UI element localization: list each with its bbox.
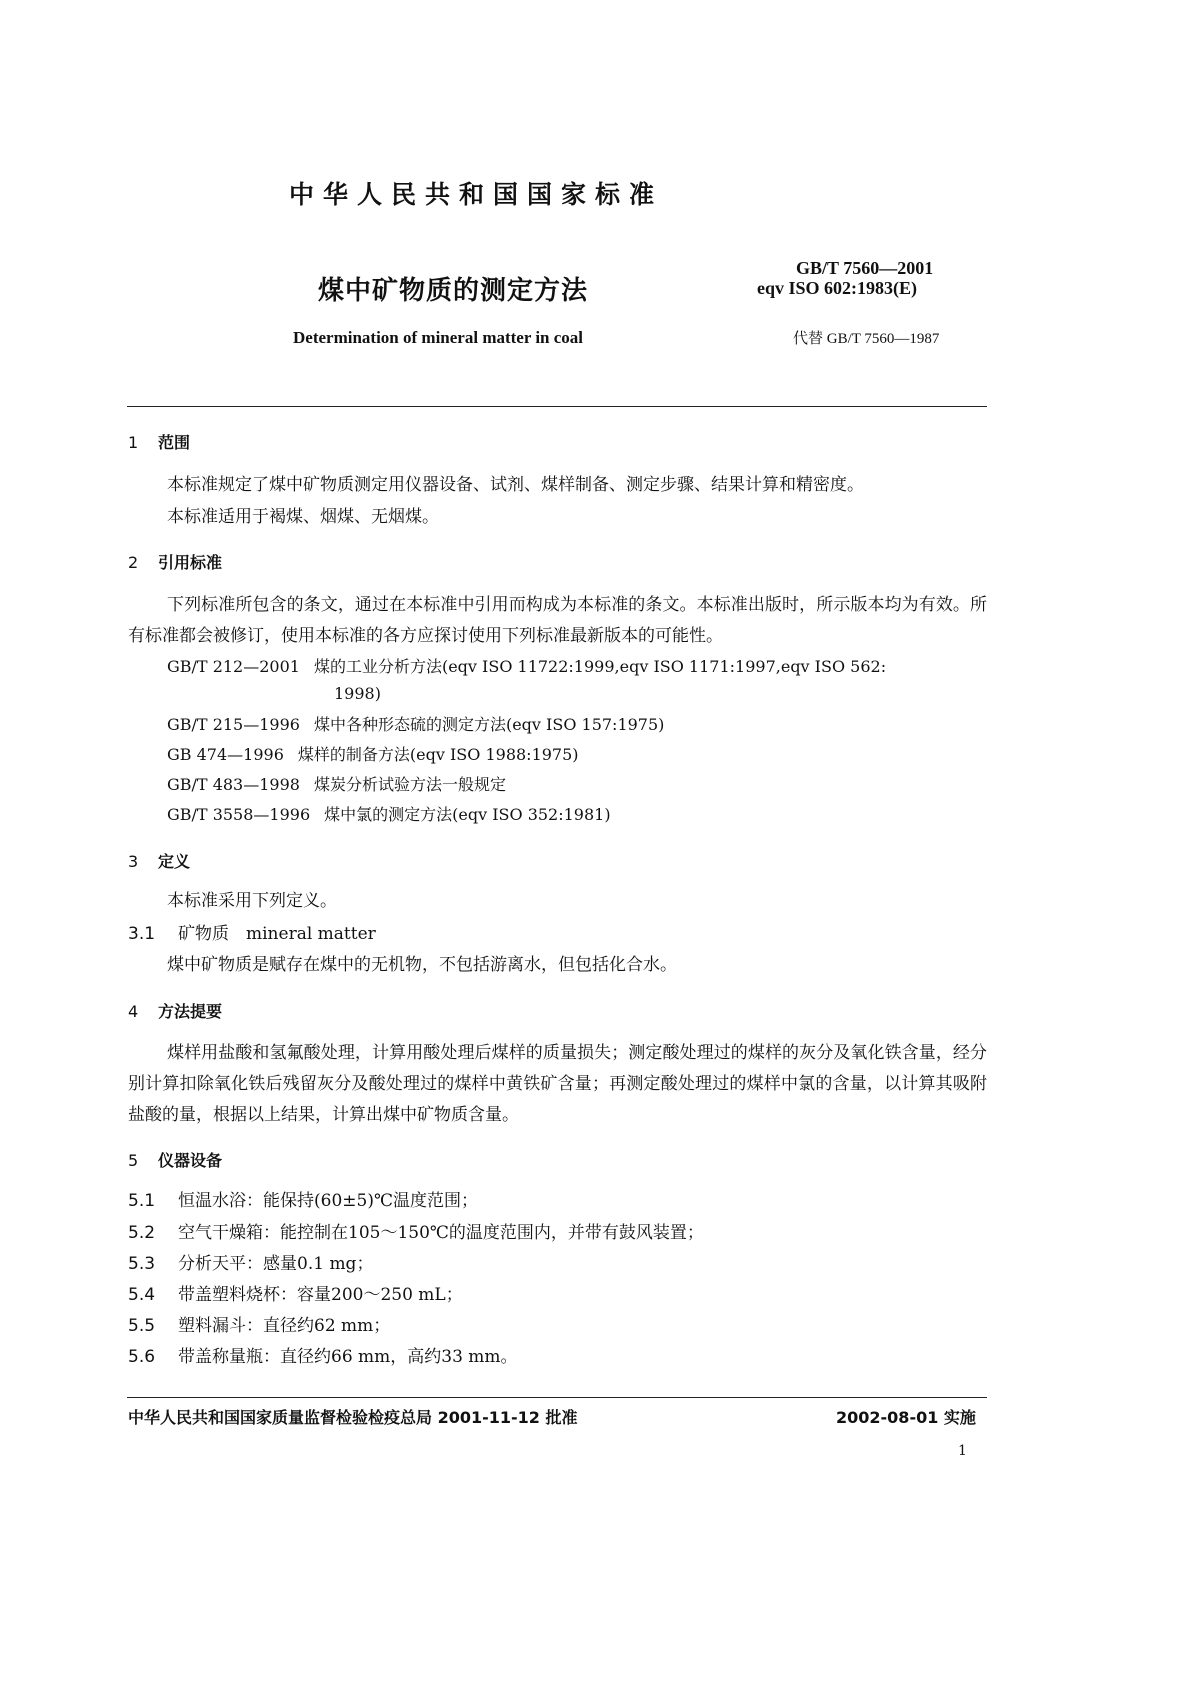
reference-title: 煤中各种形态硫的测定方法(eqv ISO 157:1975) xyxy=(313,715,665,734)
approval-authority: 中华人民共和国国家质量监督检验检疫总局 2001-11-12 批准 xyxy=(128,1408,578,1427)
reference-code: GB/T 3558—1996 xyxy=(167,805,311,824)
footer-divider xyxy=(127,1397,987,1398)
section-number: 2 xyxy=(128,553,139,572)
item-number: 5.6 xyxy=(128,1347,156,1367)
reference-title: 煤中氯的测定方法(eqv ISO 352:1981) xyxy=(324,805,611,824)
reference-item xyxy=(167,800,611,829)
item-text: 空气干燥箱：能控制在105～150℃的温度范围内，并带有鼓风装置； xyxy=(178,1223,704,1243)
reference-title: 煤炭分析试验方法一般规定 xyxy=(313,775,506,794)
section-number: 4 xyxy=(128,1002,139,1021)
section-number: 5 xyxy=(128,1151,139,1170)
reference-item xyxy=(167,710,664,739)
reference-code: GB/T 483—1998 xyxy=(167,775,300,794)
section-number: 1 xyxy=(128,433,139,452)
section-4-paragraph: 煤样用盐酸和氢氟酸处理，计算用酸处理后煤样的质量损失；测定酸处理过的煤样的灰分及氧化铁含量，经分别计算扣除氧化铁后残留灰分及酸处理过的煤样中黄铁矿含量；再测定酸处理过的煤样中氯的含量，以计算其吸附盐酸的量，根据以上结果，计算出煤中矿物质含量。 xyxy=(128,1043,987,1125)
reference-item xyxy=(167,652,886,681)
equipment-item xyxy=(128,1311,390,1342)
definition-3-1 xyxy=(128,919,376,950)
reference-title-continued: 1998) xyxy=(334,684,381,703)
definition-number: 3.1 xyxy=(128,924,156,944)
section-title: 仪器设备 xyxy=(158,1151,223,1170)
item-number: 5.1 xyxy=(128,1191,156,1211)
item-text: 带盖称量瓶：直径约66 mm，高约33 mm。 xyxy=(178,1347,518,1367)
item-number: 5.4 xyxy=(128,1285,156,1305)
replaces-standard: 代替 GB/T 7560—1987 xyxy=(793,331,940,347)
definition-term: 矿物质 mineral matter xyxy=(178,924,376,944)
section-1-heading xyxy=(128,430,190,453)
section-number: 3 xyxy=(128,852,139,871)
section-title: 方法提要 xyxy=(158,1002,223,1021)
document-title-en: Determination of mineral matter in coal xyxy=(293,328,584,347)
reference-item xyxy=(167,740,579,769)
standard-type-heading: 中华人民共和国国家标准 xyxy=(289,180,664,209)
section-1-paragraph-2: 本标准适用于褐煤、烟煤、无烟煤。 xyxy=(167,507,439,527)
item-text: 塑料漏斗：直径约62 mm； xyxy=(178,1316,391,1336)
reference-code: GB/T 215—1996 xyxy=(167,715,300,734)
reference-code: GB 474—1996 xyxy=(167,745,284,764)
reference-title: 煤样的制备方法(eqv ISO 1988:1975) xyxy=(297,745,579,764)
section-2-heading xyxy=(128,550,222,573)
section-title: 定义 xyxy=(158,852,191,871)
reference-code: GB/T 212—2001 xyxy=(167,657,300,676)
effective-date: 2002-08-01 实施 xyxy=(836,1408,976,1427)
document-title-zh: 煤中矿物质的测定方法 xyxy=(318,276,589,306)
equipment-item xyxy=(128,1186,478,1217)
section-4-heading xyxy=(128,999,222,1022)
section-3-paragraph: 本标准采用下列定义。 xyxy=(167,891,337,911)
item-number: 5.5 xyxy=(128,1316,156,1336)
reference-item xyxy=(167,770,506,799)
item-text: 分析天平：感量0.1 mg； xyxy=(178,1254,374,1274)
section-1-paragraph-1: 本标准规定了煤中矿物质测定用仪器设备、试剂、煤样制备、测定步骤、结果计算和精密度。 xyxy=(167,475,864,495)
header-divider xyxy=(127,406,987,407)
standard-code: GB/T 7560—2001 xyxy=(796,258,934,278)
equipment-item xyxy=(128,1218,704,1249)
section-2-intro: 下列标准所包含的条文，通过在本标准中引用而构成为本标准的条文。本标准出版时，所示版本均为有效。所有标准都会被修订，使用本标准的各方应探讨使用下列标准最新版本的可能性。 xyxy=(128,595,987,646)
item-number: 5.2 xyxy=(128,1223,156,1243)
page-number: 1 xyxy=(958,1443,967,1459)
section-title: 范围 xyxy=(158,433,191,452)
reference-title: 煤的工业分析方法(eqv ISO 11722:1999,eqv ISO 1171:1997,eqv ISO 562: xyxy=(313,657,887,676)
section-5-heading xyxy=(128,1148,222,1171)
iso-equivalence: eqv ISO 602:1983(E) xyxy=(757,278,918,298)
definition-text: 煤中矿物质是赋存在煤中的无机物，不包括游离水，但包括化合水。 xyxy=(167,955,677,975)
equipment-item xyxy=(128,1342,518,1373)
item-number: 5.3 xyxy=(128,1254,156,1274)
item-text: 恒温水浴：能保持(60±5)℃温度范围； xyxy=(178,1191,478,1211)
section-3-heading xyxy=(128,849,190,872)
equipment-item xyxy=(128,1249,373,1280)
equipment-item xyxy=(128,1280,463,1311)
item-text: 带盖塑料烧杯：容量200～250 mL； xyxy=(178,1285,463,1305)
section-title: 引用标准 xyxy=(158,553,223,572)
